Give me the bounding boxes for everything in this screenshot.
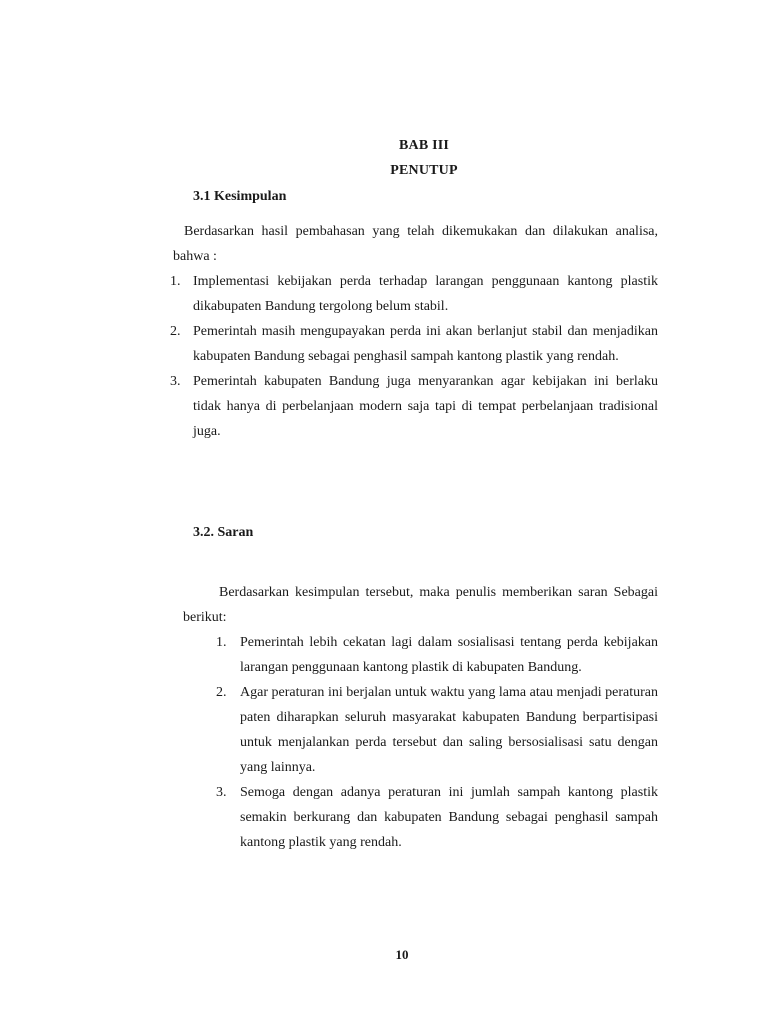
list-item-text: Agar peraturan ini berjalan untuk waktu yang lama atau menjadi peraturan paten diharapkan seluruh masyarakat kabupaten Bandung berpartisipasi untuk menjalankan perda tersebut dan saling bersosialisasi satu dengan yang lainnya.: [240, 685, 658, 775]
page-number: 10: [395, 947, 409, 962]
suggestion-list: [216, 630, 658, 855]
chapter-number: BAB III: [398, 138, 450, 153]
list-item: [216, 680, 658, 780]
chapter-title: PENUTUP: [390, 163, 458, 178]
list-item-number: 2.: [216, 685, 227, 700]
list-item-text: Semoga dengan adanya peraturan ini jumlah sampah kantong plastik semakin berkurang dan kabupaten Bandung sebagai penghasil sampah kantong plastik yang rendah.: [240, 785, 658, 850]
list-item: [170, 369, 658, 444]
list-item-text: Pemerintah lebih cekatan lagi dalam sosialisasi tentang perda kebijakan larangan penggunaan kantong plastik di kabupaten Bandung.: [240, 635, 658, 675]
list-item: [170, 319, 658, 369]
conclusion-list: [170, 269, 658, 444]
section-heading-suggestion: 3.2. Saran: [193, 525, 254, 540]
list-item-number: 1.: [170, 274, 181, 289]
suggestion-intro: Berdasarkan kesimpulan tersebut, maka penulis memberikan saran Sebagai berikut:: [183, 585, 658, 625]
list-item: [216, 780, 658, 855]
list-item-number: 3.: [170, 374, 181, 389]
list-item: [170, 269, 658, 319]
list-item: [216, 630, 658, 680]
list-item-text: Pemerintah masih mengupayakan perda ini akan berlanjut stabil dan menjadikan kabupaten Bandung sebagai penghasil sampah kantong plastik yang rendah.: [193, 324, 658, 364]
list-item-text: Pemerintah kabupaten Bandung juga menyarankan agar kebijakan ini berlaku tidak hanya di perbelanjaan modern saja tapi di tempat perbelanjaan tradisional juga.: [193, 374, 658, 439]
conclusion-intro: Berdasarkan hasil pembahasan yang telah dikemukakan dan dilakukan analisa, bahwa :: [173, 224, 658, 264]
list-item-number: 1.: [216, 635, 227, 650]
list-item-number: 2.: [170, 324, 181, 339]
list-item-number: 3.: [216, 785, 227, 800]
list-item-text: Implementasi kebijakan perda terhadap larangan penggunaan kantong plastik dikabupaten Bandung tergolong belum stabil.: [193, 274, 658, 314]
section-heading-conclusion: 3.1 Kesimpulan: [193, 189, 287, 204]
